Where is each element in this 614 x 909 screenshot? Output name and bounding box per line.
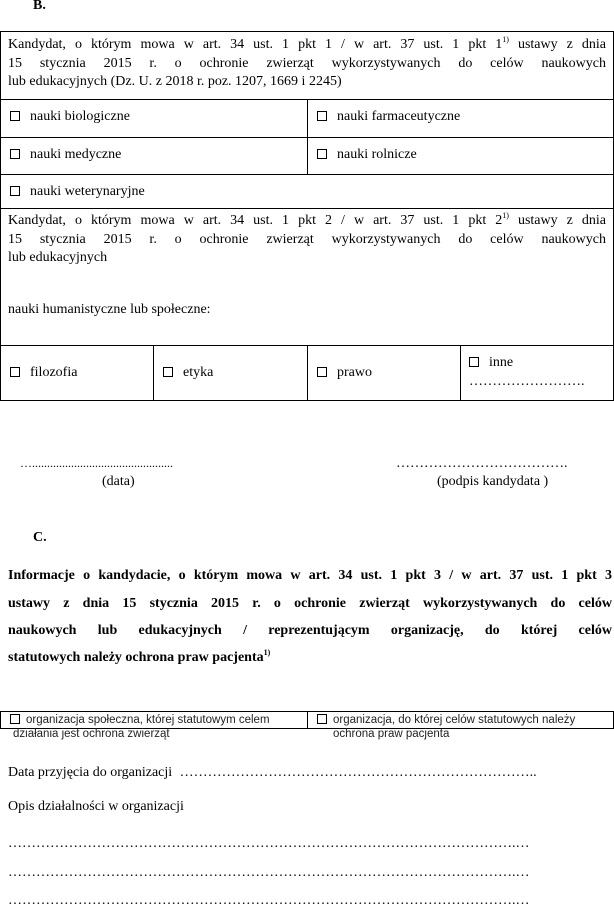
date-fill-line[interactable]: …...............................................: [20, 456, 173, 470]
option-animal-protection-org[interactable]: organizacja społeczna, której statutowym celem działania jest ochrona zwierząt: [10, 713, 270, 741]
checkbox-icon[interactable]: [317, 714, 327, 724]
option-other[interactable]: inne: [469, 355, 513, 371]
para1-line1: Kandydat, o którym mowa w art. 34 ust. 1 pkt 1 / w art. 37 ust. 1 pkt 1$^{1)}$ ustawy z dnia: [8, 35, 606, 52]
option-ethics[interactable]: etyka: [163, 365, 213, 381]
checkbox-icon[interactable]: [10, 149, 20, 159]
checkbox-icon[interactable]: [10, 714, 20, 724]
column-divider: [460, 345, 461, 401]
checkbox-icon[interactable]: [10, 186, 20, 196]
join-date-fill-line[interactable]: …………………………………………………………………..: [179, 765, 537, 780]
signature-fill-line[interactable]: ……………………………….: [396, 456, 568, 471]
para1-line3: lub edukacyjnych (Dz. U. z 2018 r. poz. 1207, 1669 i 2245): [8, 74, 342, 89]
row-divider: [0, 174, 614, 175]
table-c-column-divider: [307, 711, 308, 729]
option-medical[interactable]: nauki medyczne: [10, 147, 121, 163]
section-c-line1: Informacje o kandydacie, o którym mowa w art. 34 ust. 1 pkt 3 / w art. 37 ust. 1 pkt 3: [8, 568, 612, 583]
activity-fill-line[interactable]: ……………………………………………………………………………………………….…: [8, 865, 530, 880]
other-fill-line[interactable]: …………………….: [469, 374, 585, 389]
column-divider: [153, 345, 154, 401]
table-b-top-border: [0, 31, 614, 32]
join-date-row: [8, 765, 537, 781]
checkbox-icon[interactable]: [163, 367, 173, 377]
activity-label: Opis działalności w organizacji: [8, 799, 184, 814]
checkbox-icon[interactable]: [10, 111, 20, 121]
para2-line3: lub edukacyjnych: [8, 250, 108, 265]
date-label: (data): [102, 474, 135, 489]
section-c-label: C.: [33, 530, 47, 545]
option-patient-rights-org[interactable]: organizacja, do której celów statutowych należy ochrona praw pacjenta: [317, 713, 575, 741]
activity-fill-line[interactable]: ……………………………………………………………………………………………….…: [8, 893, 530, 908]
join-date-label: Data przyjęcia do organizacji: [8, 765, 173, 780]
para1-line2: 15 stycznia 2015 r. o ochronie zwierząt wykorzystywanych do celów naukowych: [8, 56, 606, 71]
option-philosophy[interactable]: filozofia: [10, 365, 77, 381]
section-c-line4: statutowych należy ochrona praw pacjenta$^{1)}$: [8, 648, 271, 665]
checkbox-icon[interactable]: [317, 149, 327, 159]
checkbox-icon[interactable]: [469, 357, 479, 367]
table-c-left-border: [0, 711, 1, 729]
para2-line2: 15 stycznia 2015 r. o ochronie zwierząt wykorzystywanych do celów naukowych: [8, 232, 606, 247]
option-pharmaceutical[interactable]: nauki farmaceutyczne: [317, 109, 460, 125]
checkbox-icon[interactable]: [10, 367, 20, 377]
row-divider: [0, 208, 614, 209]
option-agricultural[interactable]: nauki rolnicze: [317, 147, 417, 163]
section-c-line3: naukowych lub edukacyjnych / reprezentującym organizację, do której celów: [8, 623, 612, 638]
checkbox-icon[interactable]: [317, 367, 327, 377]
column-divider: [307, 345, 308, 401]
checkbox-icon[interactable]: [317, 111, 327, 121]
para2-line1: Kandydat, o którym mowa w art. 34 ust. 1 pkt 2 / w art. 37 ust. 1 pkt 2$^{1)}$ ustawy z dnia: [8, 211, 606, 228]
option-law[interactable]: prawo: [317, 365, 372, 381]
section-b-label: B.: [33, 0, 46, 13]
activity-fill-line[interactable]: ……………………………………………………………………………………………….…: [8, 836, 530, 851]
option-biological[interactable]: nauki biologiczne: [10, 109, 130, 125]
signature-label: (podpis kandydata ): [437, 474, 549, 489]
humanities-label: nauki humanistyczne lub społeczne:: [8, 302, 211, 317]
option-veterinary[interactable]: nauki weterynaryjne: [10, 184, 145, 200]
section-c-line2: ustawy z dnia 15 stycznia 2015 r. o ochronie zwierząt wykorzystywanych do celów: [8, 596, 612, 611]
column-divider: [307, 99, 308, 174]
